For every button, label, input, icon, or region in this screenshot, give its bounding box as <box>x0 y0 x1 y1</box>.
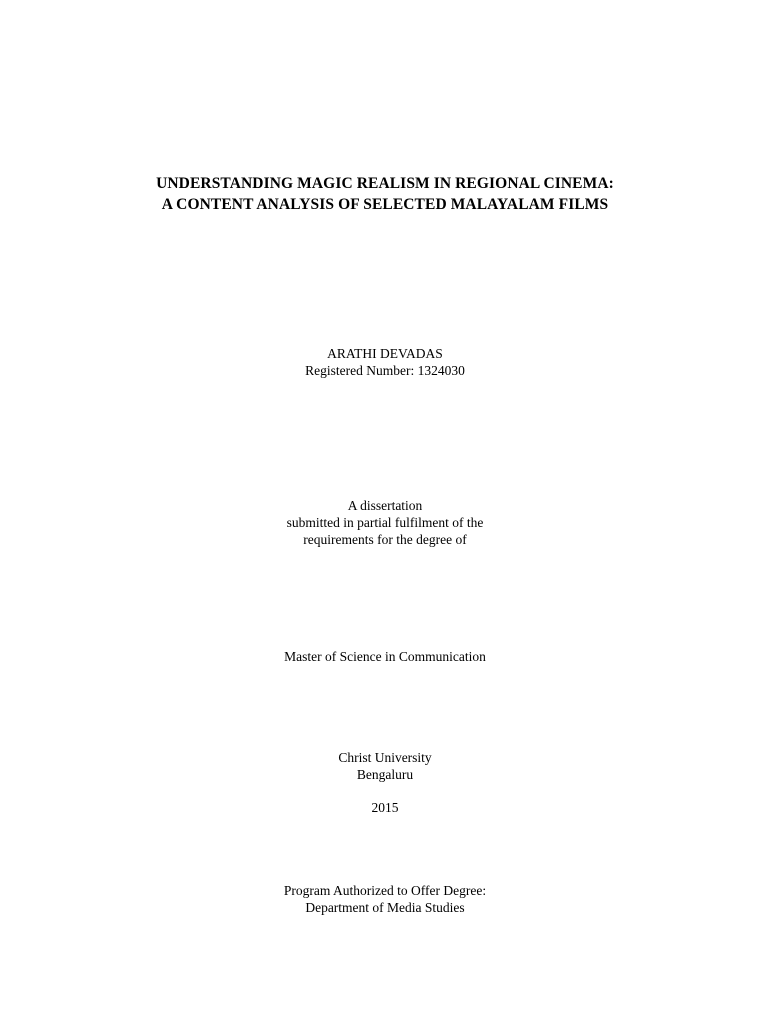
department-name: Department of Media Studies <box>305 900 465 915</box>
submission-statement <box>0 497 770 548</box>
degree-label: Master of Science in Communication <box>284 649 486 664</box>
institution-block <box>0 749 770 783</box>
submission-line-3: requirements for the degree of <box>303 532 467 547</box>
program-label: Program Authorized to Offer Degree: <box>283 883 487 898</box>
thesis-title-line-1: UNDERSTANDING MAGIC REALISM IN REGIONAL CINEMA: <box>156 175 614 192</box>
registration-number: Registered Number: 1324030 <box>305 363 465 378</box>
institution-name: Christ University <box>338 750 432 765</box>
submission-line-1: A dissertation <box>347 498 423 513</box>
submission-line-2: submitted in partial fulfilment of the <box>286 515 484 530</box>
program-block <box>0 882 770 916</box>
thesis-title <box>0 173 770 215</box>
author-block <box>0 345 770 379</box>
submission-year <box>0 799 770 816</box>
thesis-title-line-2: A CONTENT ANALYSIS OF SELECTED MALAYALAM FILMS <box>161 196 609 213</box>
author-name: ARATHI DEVADAS <box>327 346 443 361</box>
year-label: 2015 <box>371 800 399 815</box>
degree-name <box>0 648 770 665</box>
institution-city: Bengaluru <box>356 767 414 782</box>
